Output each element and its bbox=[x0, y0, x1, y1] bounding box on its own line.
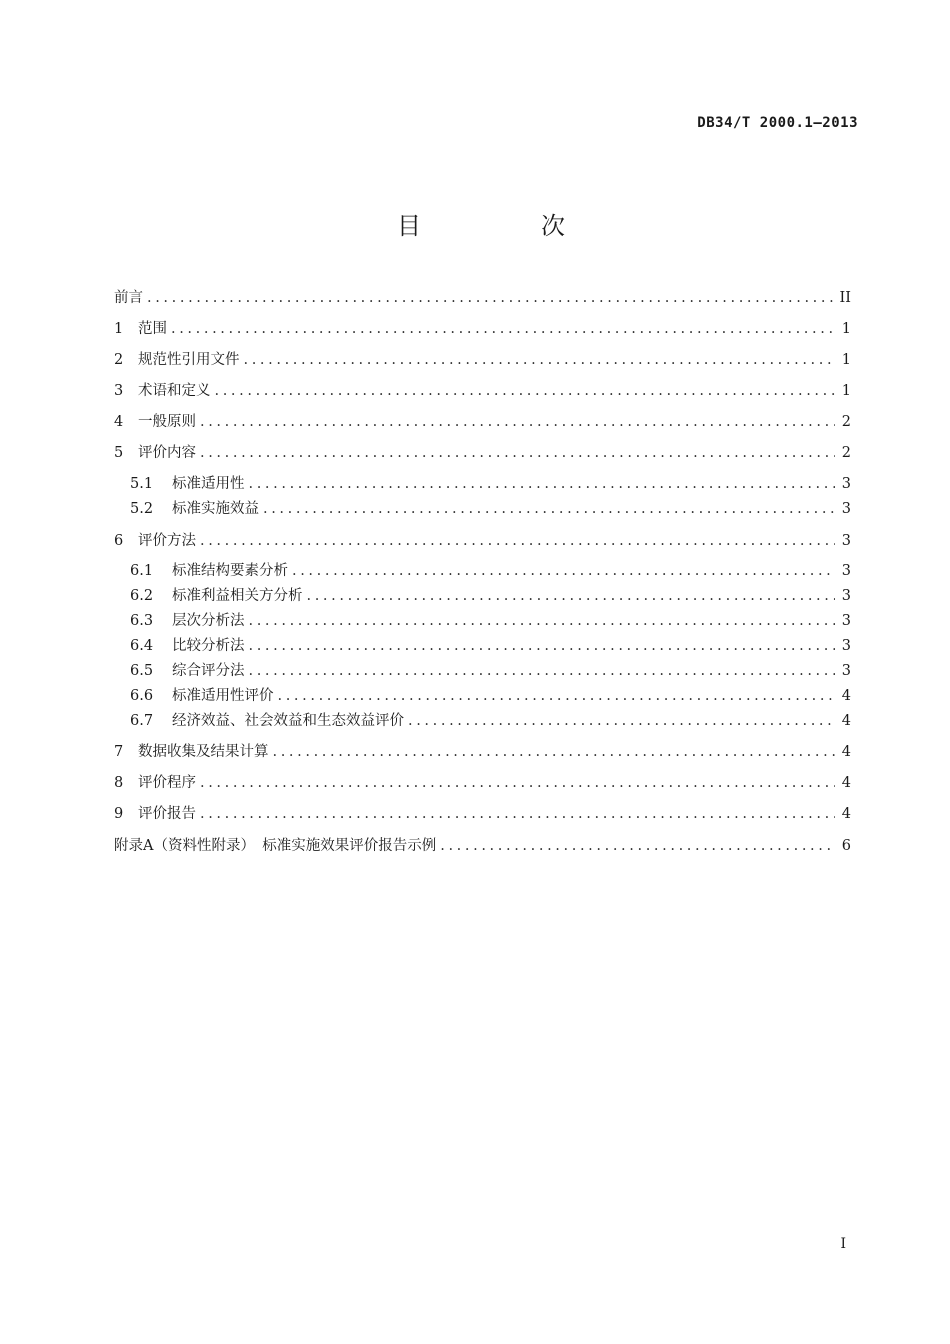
toc-entry-number: 2 bbox=[114, 352, 124, 368]
toc-entry-label: 数据收集及结果计算 bbox=[138, 744, 269, 760]
toc-entry-page: 3 bbox=[841, 663, 851, 679]
toc-entry-appendix-a[interactable] bbox=[114, 835, 851, 857]
toc-entry-page: 3 bbox=[841, 501, 851, 517]
toc-entry-number: 4 bbox=[114, 414, 124, 430]
toc-entry-label: 标准适用性评价 bbox=[172, 688, 274, 704]
toc-entry-page: 3 bbox=[841, 613, 851, 629]
toc-entry-page: 4 bbox=[841, 775, 851, 791]
toc-entry-6-5[interactable] bbox=[130, 660, 851, 682]
toc-entry-page: 3 bbox=[841, 638, 851, 654]
toc-entry-page: 3 bbox=[841, 476, 851, 492]
toc-entry-1[interactable] bbox=[114, 318, 851, 340]
toc-entry-number: 7 bbox=[114, 744, 124, 760]
toc-entry-page: 1 bbox=[841, 352, 851, 368]
toc-leader-dots bbox=[307, 585, 836, 607]
toc-entry-3[interactable] bbox=[114, 380, 851, 402]
toc-entry-number: 3 bbox=[114, 383, 124, 399]
toc-entry-label: 一般原则 bbox=[138, 414, 196, 430]
toc-entry-number: 6.6 bbox=[130, 688, 154, 704]
toc-leader-dots bbox=[215, 380, 836, 402]
toc-leader-dots bbox=[200, 442, 835, 464]
toc-entry-6-6[interactable] bbox=[130, 685, 851, 707]
toc-entry-label: 术语和定义 bbox=[138, 383, 211, 399]
toc-leader-dots bbox=[292, 560, 835, 582]
toc-entry-number: 5.2 bbox=[130, 501, 154, 517]
page-number: I bbox=[840, 1236, 846, 1252]
toc-entry-label: 层次分析法 bbox=[172, 613, 245, 629]
toc-entry-number: 6.4 bbox=[130, 638, 154, 654]
toc-entry-label: 标准实施效益 bbox=[172, 501, 259, 517]
toc-entry-number: 5 bbox=[114, 445, 124, 461]
toc-entry-page: 6 bbox=[841, 838, 851, 854]
toc-entry-number: 6 bbox=[114, 533, 124, 549]
toc-entry-label: 标准适用性 bbox=[172, 476, 245, 492]
toc-entry-6-2[interactable] bbox=[130, 585, 851, 607]
toc-entry-page: 1 bbox=[841, 383, 851, 399]
toc-entry-number: 8 bbox=[114, 775, 124, 791]
toc-entry-5-2[interactable] bbox=[130, 498, 851, 520]
toc-entry-number: 1 bbox=[114, 321, 124, 337]
toc-leader-dots bbox=[249, 635, 836, 657]
toc-leader-dots bbox=[263, 498, 835, 520]
toc-entry-number: 6.5 bbox=[130, 663, 154, 679]
toc-entry-label: 评价报告 bbox=[138, 806, 196, 822]
toc-entry-page: 1 bbox=[841, 321, 851, 337]
toc-leader-dots bbox=[273, 741, 836, 763]
toc-entry-9[interactable] bbox=[114, 803, 851, 825]
toc-leader-dots bbox=[249, 473, 836, 495]
toc-entry-page: 2 bbox=[841, 414, 851, 430]
toc-entry-number: 6.3 bbox=[130, 613, 154, 629]
toc-entry-label: 评价内容 bbox=[138, 445, 196, 461]
toc-leader-dots bbox=[171, 318, 835, 340]
toc-entry-5[interactable] bbox=[114, 442, 851, 464]
toc-entry-label: 标准结构要素分析 bbox=[172, 563, 288, 579]
standard-code: DB34/T 2000.1—2013 bbox=[697, 115, 858, 131]
toc-entry-label: 综合评分法 bbox=[172, 663, 245, 679]
toc-entry-5-1[interactable] bbox=[130, 473, 851, 495]
toc-entry-foreword[interactable] bbox=[114, 287, 851, 309]
toc-entry-page: 4 bbox=[841, 713, 851, 729]
toc-entry-page: 4 bbox=[841, 688, 851, 704]
toc-leader-dots bbox=[147, 287, 834, 309]
toc-entry-6-7[interactable] bbox=[130, 710, 851, 732]
toc-entry-label: 范围 bbox=[138, 321, 167, 337]
toc-entry-page: 4 bbox=[841, 744, 851, 760]
toc-entry-4[interactable] bbox=[114, 411, 851, 433]
toc-entry-number: 5.1 bbox=[130, 476, 154, 492]
toc-entry-page: 3 bbox=[841, 563, 851, 579]
toc-leader-dots bbox=[408, 710, 835, 732]
toc-entry-number: 6.1 bbox=[130, 563, 154, 579]
toc-entry-page: 3 bbox=[841, 588, 851, 604]
toc-entry-6-1[interactable] bbox=[130, 560, 851, 582]
toc-leader-dots bbox=[249, 660, 836, 682]
toc-entry-label: 评价程序 bbox=[138, 775, 196, 791]
toc-leader-dots bbox=[244, 349, 836, 371]
toc-leader-dots bbox=[278, 685, 836, 707]
toc-leader-dots bbox=[200, 530, 835, 552]
toc-leader-dots bbox=[200, 803, 835, 825]
toc-entry-label: 前言 bbox=[114, 290, 143, 306]
toc-entry-label: 附录A（资料性附录） 标准实施效果评价报告示例 bbox=[114, 838, 437, 854]
toc-entry-6-4[interactable] bbox=[130, 635, 851, 657]
toc-entry-label: 经济效益、社会效益和生态效益评价 bbox=[172, 713, 404, 729]
toc-leader-dots bbox=[440, 835, 835, 857]
toc-entry-8[interactable] bbox=[114, 772, 851, 794]
page-title: 目 次 bbox=[397, 212, 613, 240]
toc-entry-number: 6.2 bbox=[130, 588, 154, 604]
toc-entry-2[interactable] bbox=[114, 349, 851, 371]
toc-leader-dots bbox=[249, 610, 836, 632]
toc-entry-number: 9 bbox=[114, 806, 124, 822]
toc-entry-label: 标准利益相关方分析 bbox=[172, 588, 303, 604]
toc-entry-label: 比较分析法 bbox=[172, 638, 245, 654]
toc-leader-dots bbox=[200, 411, 835, 433]
toc-entry-page: 3 bbox=[841, 533, 851, 549]
toc-entry-label: 评价方法 bbox=[138, 533, 196, 549]
toc-entry-page: 4 bbox=[841, 806, 851, 822]
toc-leader-dots bbox=[200, 772, 835, 794]
toc-entry-label: 规范性引用文件 bbox=[138, 352, 240, 368]
toc-entry-page: II bbox=[839, 290, 851, 306]
toc-entry-6-3[interactable] bbox=[130, 610, 851, 632]
toc-entry-number: 6.7 bbox=[130, 713, 154, 729]
toc-entry-page: 2 bbox=[841, 445, 851, 461]
toc-entry-7[interactable] bbox=[114, 741, 851, 763]
toc-entry-6[interactable] bbox=[114, 530, 851, 552]
